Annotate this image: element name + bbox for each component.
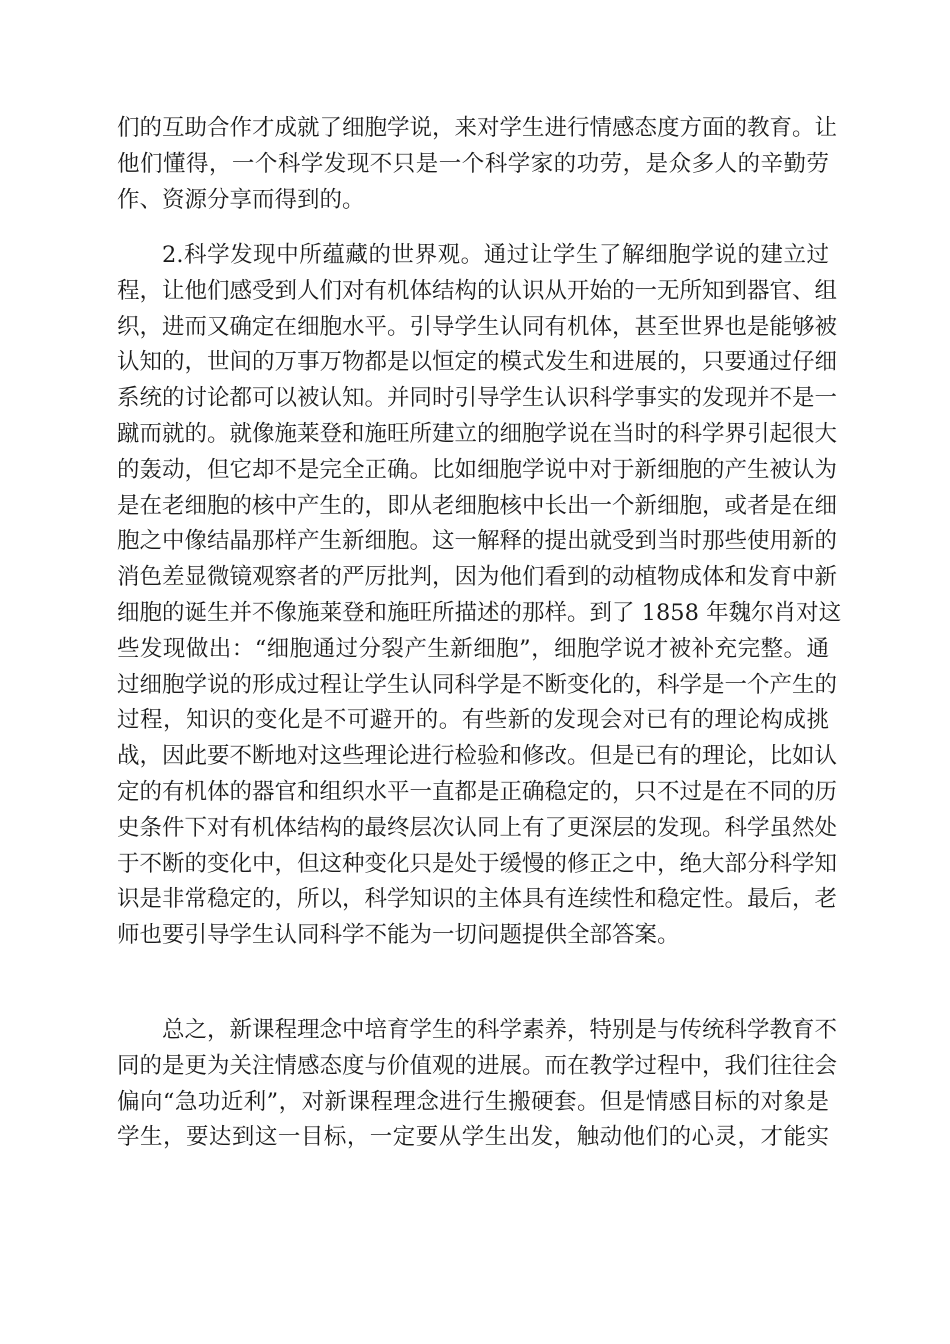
text-line: 学生，要达到这一目标，一定要从学生出发，触动他们的心灵，才能实 (117, 1124, 829, 1151)
text-line: 总之，新课程理念中培育学生的科学素养，特别是与传统科学教育不 (162, 1017, 838, 1043)
text-line: 蹴而就的。就像施莱登和施旺所建立的细胞学说在当时的科学界引起很大 (117, 420, 838, 447)
text-line: 胞之中像结晶那样产生新细胞。这一解释的提出就受到当时那些使用新的 (117, 528, 838, 555)
text-line: 同的是更为关注情感态度与价值观的进展。而在教学过程中，我们往往会 (117, 1052, 838, 1079)
text-line: 战，因此要不断地对这些理论进行检验和修改。但是已有的理论，比如认 (117, 743, 838, 770)
text-line: 识是非常稳定的，所以，科学知识的主体具有连续性和稳定性。最后，老 (117, 886, 838, 913)
text-line: 过程，知识的变化是不可避开的。有些新的发现会对已有的理论构成挑 (117, 707, 829, 734)
text-line: 程，让他们感受到人们对有机体结构的认识从开始的一无所知到器官、组 (117, 277, 838, 304)
text-line: 是在老细胞的核中产生的，即从老细胞核中长出一个新细胞，或者是在细 (117, 492, 838, 519)
text-line: 于不断的变化中，但这种变化只是处于缓慢的修正之中，绝大部分科学知 (117, 850, 838, 877)
text-line: 他们懂得，一个科学发现不只是一个科学家的功劳，是众多人的辛勤劳 (117, 150, 829, 177)
text-line: 过细胞学说的形成过程让学生认同科学是不断变化的，科学是一个产生的 (117, 671, 838, 698)
text-line: 2.科学发现中所蕴藏的世界观。通过让学生了解细胞学说的建立过 (162, 242, 829, 268)
text-line: 系统的讨论都可以被认知。并同时引导学生认识科学事实的发现并不是一 (117, 385, 838, 412)
paragraph-3 (117, 1013, 838, 1156)
text-line: 消色差显微镜观察者的严厉批判，因为他们看到的动植物成体和发育中新 (117, 564, 838, 591)
text-line: 师也要引导学生认同科学不能为一切问题提供全部答案。 (117, 922, 680, 949)
text-line: 史条件下对有机体结构的最终层次认同上有了更深层的发现。科学虽然处 (117, 814, 838, 841)
text-line: 织，进而又确定在细胞水平。引导学生认同有机体，甚至世界也是能够被 (117, 313, 838, 340)
text-line: 作、资源分享而得到的。 (117, 186, 365, 213)
paragraph-1 (117, 111, 838, 218)
text-line: 定的有机体的器官和组织水平一直都是正确稳定的，只不过是在不同的历 (117, 778, 838, 805)
text-line: 些发现做出：“细胞通过分裂产生新细胞”，细胞学说才被补充完整。通 (117, 635, 829, 662)
paragraph-2 (117, 238, 842, 954)
text-line: 细胞的诞生并不像施莱登和施旺所描述的那样。到了 1858 年魏尔肖对这 (117, 599, 842, 626)
text-line: 偏向“急功近利”，对新课程理念进行生搬硬套。但是情感目标的对象是 (117, 1088, 829, 1115)
text-line: 们的互助合作才成就了细胞学说，来对学生进行情感态度方面的教育。让 (117, 115, 838, 141)
text-line: 的轰动，但它却不是完全正确。比如细胞学说中对于新细胞的产生被认为 (117, 456, 838, 483)
text-line: 认知的，世间的万事万物都是以恒定的模式发生和进展的，只要通过仔细 (117, 349, 838, 376)
